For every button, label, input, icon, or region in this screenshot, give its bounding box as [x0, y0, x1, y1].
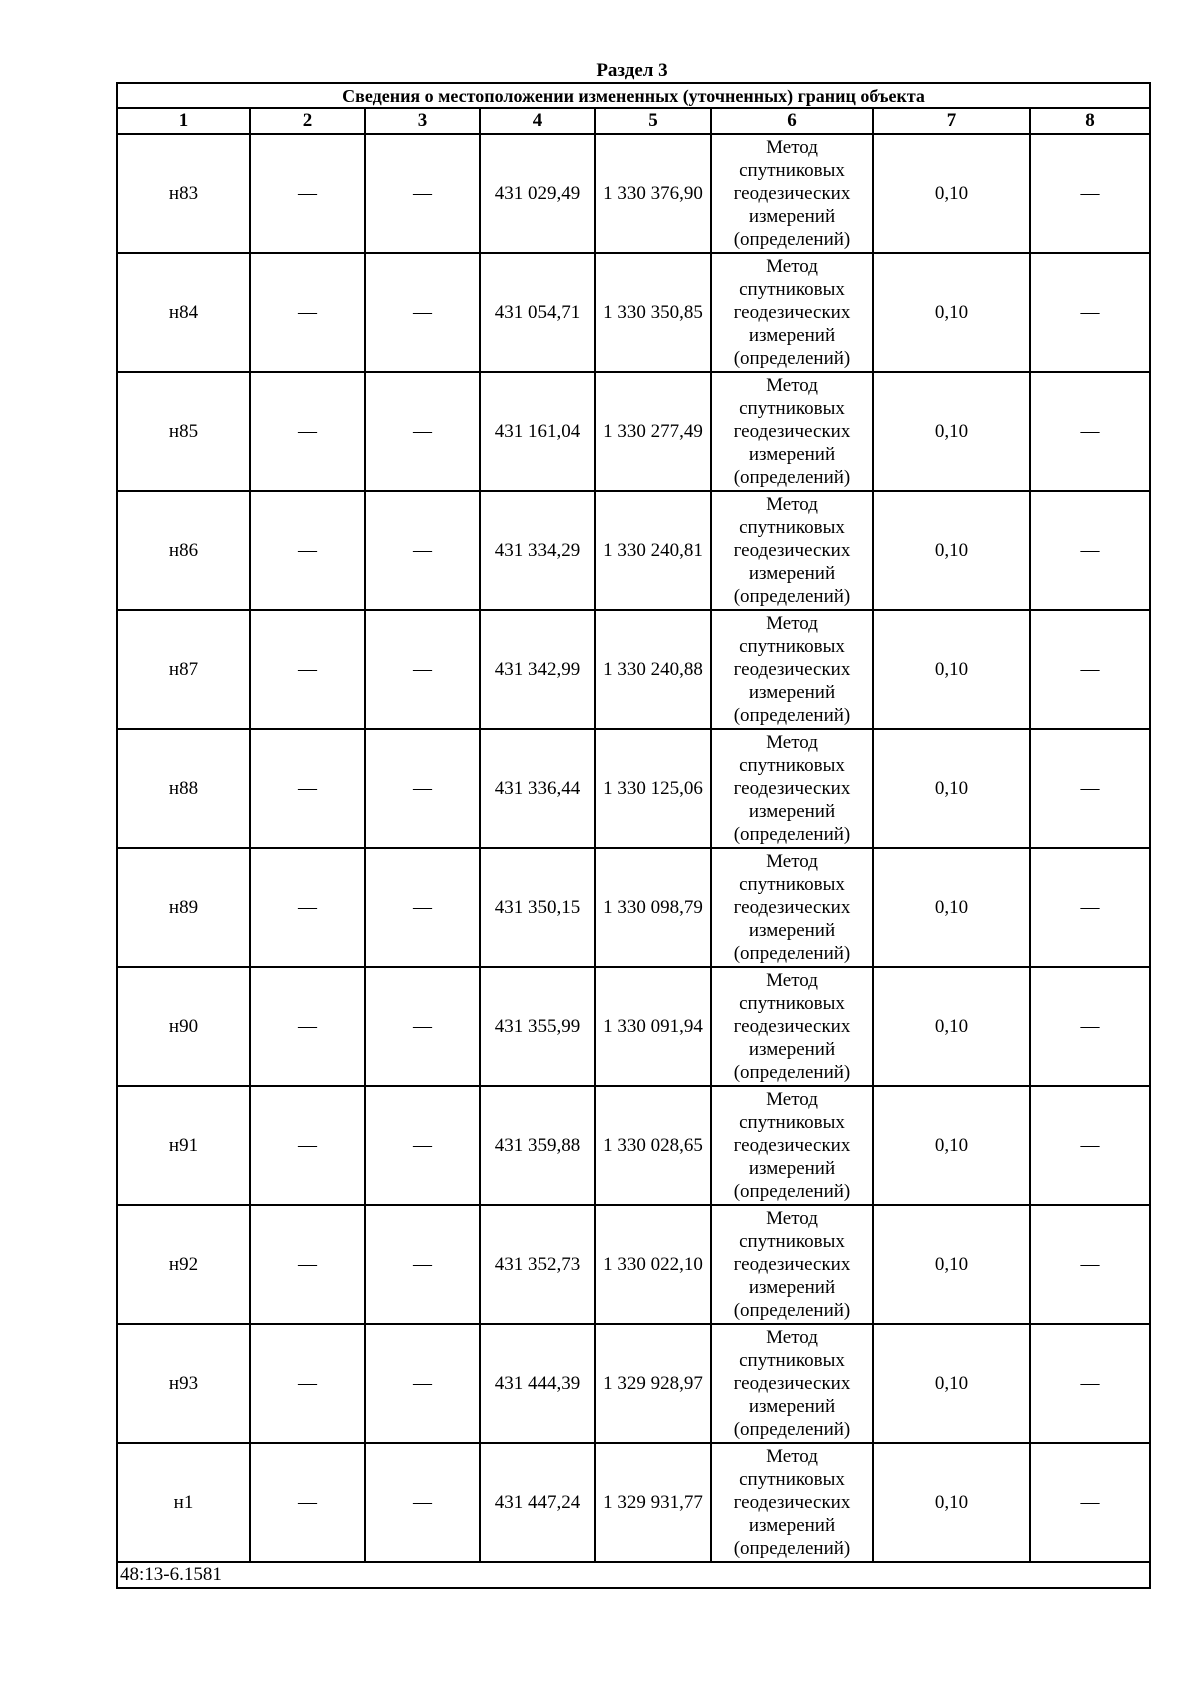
- method-line: Метод: [766, 732, 818, 753]
- column-8-cell: —: [1030, 729, 1150, 848]
- method-line: геодезических: [733, 1492, 851, 1513]
- y-coordinate-cell: 1 330 240,88: [595, 610, 711, 729]
- method-cell: [711, 1443, 873, 1562]
- x-coordinate-cell: 431 029,49: [480, 134, 595, 253]
- accuracy-cell: 0,10: [873, 1086, 1030, 1205]
- table-row: [117, 134, 1150, 253]
- y-coordinate-cell: 1 329 931,77: [595, 1443, 711, 1562]
- accuracy-cell: 0,10: [873, 1205, 1030, 1324]
- method-line: геодезических: [733, 659, 851, 680]
- method-cell: [711, 491, 873, 610]
- method-line: геодезических: [733, 1016, 851, 1037]
- method-line: Метод: [766, 375, 818, 396]
- x-coordinate-cell: 431 352,73: [480, 1205, 595, 1324]
- accuracy-cell: 0,10: [873, 729, 1030, 848]
- accuracy-cell: 0,10: [873, 1443, 1030, 1562]
- table-caption: Сведения о местоположении измененных (уточненных) границ объекта: [117, 83, 1150, 108]
- column-3-cell: —: [365, 253, 480, 372]
- method-line: (определений): [733, 824, 851, 845]
- document-code: 48:13-6.1581: [117, 1562, 1150, 1588]
- point-name-cell: н83: [117, 134, 250, 253]
- table-row: [117, 848, 1150, 967]
- boundary-points-table: [116, 82, 1151, 1589]
- y-coordinate-cell: 1 330 376,90: [595, 134, 711, 253]
- x-coordinate-cell: 431 350,15: [480, 848, 595, 967]
- column-2-cell: —: [250, 372, 365, 491]
- method-line: спутниковых: [739, 398, 845, 419]
- method-line: (определений): [733, 1538, 851, 1559]
- method-line: спутниковых: [739, 1112, 845, 1133]
- method-cell: [711, 848, 873, 967]
- point-name-cell: н90: [117, 967, 250, 1086]
- column-number: 8: [1030, 108, 1150, 134]
- method-line: геодезических: [733, 1254, 851, 1275]
- method-line: спутниковых: [739, 636, 845, 657]
- method-line: геодезических: [733, 897, 851, 918]
- method-line: спутниковых: [739, 517, 845, 538]
- table-row: [117, 1205, 1150, 1324]
- column-2-cell: —: [250, 491, 365, 610]
- method-cell: [711, 134, 873, 253]
- point-name-cell: н1: [117, 1443, 250, 1562]
- section-title: Раздел 3: [596, 60, 668, 81]
- accuracy-cell: 0,10: [873, 1324, 1030, 1443]
- x-coordinate-cell: 431 161,04: [480, 372, 595, 491]
- method-line: геодезических: [733, 778, 851, 799]
- point-name-cell: н88: [117, 729, 250, 848]
- table-row: [117, 610, 1150, 729]
- method-line: спутниковых: [739, 874, 845, 895]
- y-coordinate-cell: 1 330 091,94: [595, 967, 711, 1086]
- column-number: 6: [711, 108, 873, 134]
- column-8-cell: —: [1030, 610, 1150, 729]
- y-coordinate-cell: 1 329 928,97: [595, 1324, 711, 1443]
- method-cell: [711, 1086, 873, 1205]
- column-2-cell: —: [250, 1324, 365, 1443]
- point-name-cell: н93: [117, 1324, 250, 1443]
- method-line: измерений: [748, 563, 836, 584]
- column-number: 7: [873, 108, 1030, 134]
- method-line: геодезических: [733, 302, 851, 323]
- method-line: спутниковых: [739, 993, 845, 1014]
- column-2-cell: —: [250, 1205, 365, 1324]
- point-name-cell: н84: [117, 253, 250, 372]
- method-line: (определений): [733, 229, 851, 250]
- method-cell: [711, 967, 873, 1086]
- accuracy-cell: 0,10: [873, 134, 1030, 253]
- column-3-cell: —: [365, 1443, 480, 1562]
- method-line: спутниковых: [739, 1350, 845, 1371]
- column-2-cell: —: [250, 848, 365, 967]
- method-line: спутниковых: [739, 160, 845, 181]
- column-2-cell: —: [250, 253, 365, 372]
- accuracy-cell: 0,10: [873, 491, 1030, 610]
- column-2-cell: —: [250, 610, 365, 729]
- method-cell: [711, 729, 873, 848]
- method-line: (определений): [733, 1300, 851, 1321]
- table-body: [117, 134, 1150, 1562]
- method-line: Метод: [766, 851, 818, 872]
- x-coordinate-cell: 431 334,29: [480, 491, 595, 610]
- x-coordinate-cell: 431 359,88: [480, 1086, 595, 1205]
- column-number: 5: [595, 108, 711, 134]
- method-line: измерений: [748, 1396, 836, 1417]
- accuracy-cell: 0,10: [873, 610, 1030, 729]
- method-line: (определений): [733, 586, 851, 607]
- y-coordinate-cell: 1 330 240,81: [595, 491, 711, 610]
- column-8-cell: —: [1030, 372, 1150, 491]
- method-line: Метод: [766, 613, 818, 634]
- column-number-row: [117, 108, 1150, 134]
- column-3-cell: —: [365, 1086, 480, 1205]
- point-name-cell: н92: [117, 1205, 250, 1324]
- table-caption-row: [117, 83, 1150, 108]
- column-3-cell: —: [365, 1205, 480, 1324]
- table-row: [117, 1324, 1150, 1443]
- method-line: Метод: [766, 1208, 818, 1229]
- accuracy-cell: 0,10: [873, 848, 1030, 967]
- column-8-cell: —: [1030, 1443, 1150, 1562]
- column-8-cell: —: [1030, 967, 1150, 1086]
- method-line: геодезических: [733, 421, 851, 442]
- x-coordinate-cell: 431 336,44: [480, 729, 595, 848]
- method-line: (определений): [733, 943, 851, 964]
- x-coordinate-cell: 431 355,99: [480, 967, 595, 1086]
- method-line: геодезических: [733, 540, 851, 561]
- table-row: [117, 1086, 1150, 1205]
- table-row: [117, 1443, 1150, 1562]
- method-line: измерений: [748, 206, 836, 227]
- column-3-cell: —: [365, 372, 480, 491]
- column-2-cell: —: [250, 967, 365, 1086]
- y-coordinate-cell: 1 330 125,06: [595, 729, 711, 848]
- method-line: Метод: [766, 1446, 818, 1467]
- method-line: (определений): [733, 1181, 851, 1202]
- column-2-cell: —: [250, 134, 365, 253]
- method-line: (определений): [733, 467, 851, 488]
- column-3-cell: —: [365, 491, 480, 610]
- column-3-cell: —: [365, 610, 480, 729]
- table-row: [117, 967, 1150, 1086]
- method-line: геодезических: [733, 1373, 851, 1394]
- y-coordinate-cell: 1 330 350,85: [595, 253, 711, 372]
- column-3-cell: —: [365, 134, 480, 253]
- method-line: геодезических: [733, 183, 851, 204]
- accuracy-cell: 0,10: [873, 253, 1030, 372]
- column-8-cell: —: [1030, 848, 1150, 967]
- x-coordinate-cell: 431 447,24: [480, 1443, 595, 1562]
- column-8-cell: —: [1030, 1205, 1150, 1324]
- method-line: геодезических: [733, 1135, 851, 1156]
- point-name-cell: н87: [117, 610, 250, 729]
- column-3-cell: —: [365, 967, 480, 1086]
- method-cell: [711, 1205, 873, 1324]
- method-line: спутниковых: [739, 279, 845, 300]
- method-line: (определений): [733, 1419, 851, 1440]
- table-row: [117, 372, 1150, 491]
- method-line: (определений): [733, 348, 851, 369]
- x-coordinate-cell: 431 444,39: [480, 1324, 595, 1443]
- point-name-cell: н89: [117, 848, 250, 967]
- column-3-cell: —: [365, 729, 480, 848]
- column-2-cell: —: [250, 1443, 365, 1562]
- method-line: (определений): [733, 1062, 851, 1083]
- point-name-cell: н91: [117, 1086, 250, 1205]
- method-line: (определений): [733, 705, 851, 726]
- column-8-cell: —: [1030, 1086, 1150, 1205]
- column-2-cell: —: [250, 729, 365, 848]
- method-line: Метод: [766, 1089, 818, 1110]
- column-8-cell: —: [1030, 491, 1150, 610]
- method-line: Метод: [766, 137, 818, 158]
- y-coordinate-cell: 1 330 098,79: [595, 848, 711, 967]
- column-number: 4: [480, 108, 595, 134]
- method-line: измерений: [748, 682, 836, 703]
- method-line: измерений: [748, 801, 836, 822]
- method-line: спутниковых: [739, 1231, 845, 1252]
- column-3-cell: —: [365, 848, 480, 967]
- point-name-cell: н85: [117, 372, 250, 491]
- table-row: [117, 491, 1150, 610]
- method-line: Метод: [766, 256, 818, 277]
- method-line: Метод: [766, 1327, 818, 1348]
- method-line: Метод: [766, 970, 818, 991]
- column-number: 3: [365, 108, 480, 134]
- method-line: спутниковых: [739, 755, 845, 776]
- method-line: измерений: [748, 920, 836, 941]
- column-8-cell: —: [1030, 134, 1150, 253]
- y-coordinate-cell: 1 330 022,10: [595, 1205, 711, 1324]
- column-number: 2: [250, 108, 365, 134]
- method-cell: [711, 1324, 873, 1443]
- accuracy-cell: 0,10: [873, 372, 1030, 491]
- column-2-cell: —: [250, 1086, 365, 1205]
- method-line: измерений: [748, 1515, 836, 1536]
- method-line: Метод: [766, 494, 818, 515]
- method-cell: [711, 253, 873, 372]
- method-cell: [711, 372, 873, 491]
- column-8-cell: —: [1030, 1324, 1150, 1443]
- column-number: 1: [117, 108, 250, 134]
- method-line: измерений: [748, 1277, 836, 1298]
- table-footer-row: [117, 1562, 1150, 1588]
- table-row: [117, 729, 1150, 848]
- column-8-cell: —: [1030, 253, 1150, 372]
- method-line: измерений: [748, 444, 836, 465]
- x-coordinate-cell: 431 054,71: [480, 253, 595, 372]
- method-line: измерений: [748, 1158, 836, 1179]
- method-line: измерений: [748, 1039, 836, 1060]
- table-row: [117, 253, 1150, 372]
- y-coordinate-cell: 1 330 277,49: [595, 372, 711, 491]
- method-cell: [711, 610, 873, 729]
- point-name-cell: н86: [117, 491, 250, 610]
- method-line: спутниковых: [739, 1469, 845, 1490]
- y-coordinate-cell: 1 330 028,65: [595, 1086, 711, 1205]
- x-coordinate-cell: 431 342,99: [480, 610, 595, 729]
- column-3-cell: —: [365, 1324, 480, 1443]
- method-line: измерений: [748, 325, 836, 346]
- accuracy-cell: 0,10: [873, 967, 1030, 1086]
